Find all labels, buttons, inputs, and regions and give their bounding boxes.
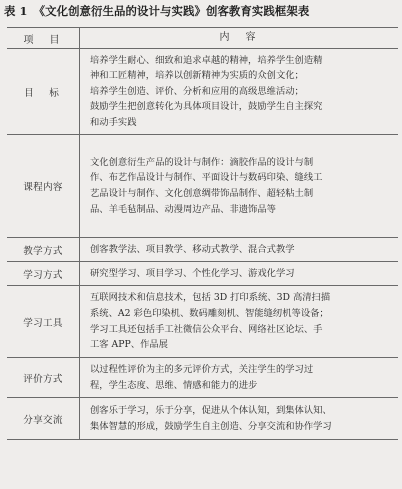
content-line: 创客乐于学习，乐于分享，促进从个体认知，到集体认知、	[90, 404, 332, 416]
content-line: 艺品设计与制作、文化创意绸带饰品制作、超轻粘土制	[90, 188, 314, 199]
row-content	[80, 262, 399, 286]
row-label	[7, 262, 80, 286]
row-label	[7, 398, 80, 440]
row-content	[80, 286, 399, 358]
header-item-label: 项 目	[23, 34, 63, 46]
table-header-row	[7, 28, 398, 49]
table-row-course-content	[7, 135, 398, 238]
content-line: 创客教学法、项目教学、移动式教学、混合式教学	[90, 243, 295, 255]
content-line: 培养学生耐心、细致和追求卓越的精神，培养学生创造精	[90, 54, 323, 66]
table-row-teaching-method	[7, 238, 398, 262]
table-row-sharing	[7, 398, 398, 440]
content-line: 作、布艺作品设计与制作、平面设计与数码印染、缝线工	[90, 172, 323, 184]
content-line: 集体智慧的形成，鼓励学生自主创造、分享交流和协作学习	[90, 420, 332, 432]
row-content	[80, 238, 399, 262]
content-line: 研究型学习、项目学习、个性化学习、游戏化学习	[90, 267, 295, 279]
row-label	[7, 135, 80, 238]
header-item	[7, 28, 80, 49]
row-label	[7, 238, 80, 262]
row-content	[80, 135, 399, 238]
header-content-label: 内 容	[219, 32, 259, 44]
content-line: 工客 APP、作品展	[90, 339, 168, 351]
row-label-text: 课程内容	[23, 182, 63, 193]
row-label-text: 教学方式	[23, 245, 63, 257]
content-line: 系统、A2 彩色印染机、数码雕刻机、智能缝纫机等设备；	[90, 307, 329, 319]
content-line: 程，学生态度、思维、情感和能力的进步	[90, 379, 258, 391]
content-line: 培养学生创造、评价、分析和应用的高级思维活动；	[90, 85, 304, 97]
row-content	[80, 49, 399, 135]
table-row-evaluation	[7, 358, 398, 398]
content-line: 文化创意衍生产品的设计与制作：滴胶作品的设计与制	[90, 156, 314, 168]
content-line: 鼓励学生把创意转化为具体项目设计，鼓励学生自主探究	[90, 101, 323, 113]
header-content	[80, 28, 399, 49]
row-label-text: 学习工具	[23, 317, 63, 329]
row-label-text: 分享交流	[23, 414, 63, 426]
row-label	[7, 286, 80, 358]
table-caption	[4, 3, 398, 19]
content-line: 品、羊毛毡制品、动漫周边产品、非遗饰品等	[90, 203, 276, 215]
table-number: 表 1	[4, 4, 28, 18]
table-row-learning-tools	[7, 286, 398, 358]
table-row-learning-method	[7, 262, 398, 286]
row-label-text: 评价方式	[23, 373, 63, 385]
row-label-text: 学习方式	[23, 269, 63, 281]
row-content	[80, 398, 399, 440]
content-line: 学习工具还包括手工社微信公众平台、网络社区论坛、手	[90, 323, 323, 335]
row-label	[7, 49, 80, 135]
row-label	[7, 358, 80, 398]
content-line: 以过程性评价为主的多元评价方式，关注学生的学习过	[90, 363, 314, 375]
content-line: 神和工匠精神，培养以创新精神为实质的众创文化；	[90, 70, 304, 82]
row-content	[80, 358, 399, 398]
content-line: 和动手实践	[90, 116, 137, 128]
content-line: 互联网技术和信息技术，包括 3D 打印系统、3D 高清扫描	[90, 292, 331, 304]
row-label-text: 目 标	[24, 87, 62, 99]
table-row-goals	[7, 49, 398, 135]
framework-table	[7, 27, 398, 440]
table-title: 《文化创意衍生品的设计与实践》创客教育实践框架表	[33, 4, 310, 18]
